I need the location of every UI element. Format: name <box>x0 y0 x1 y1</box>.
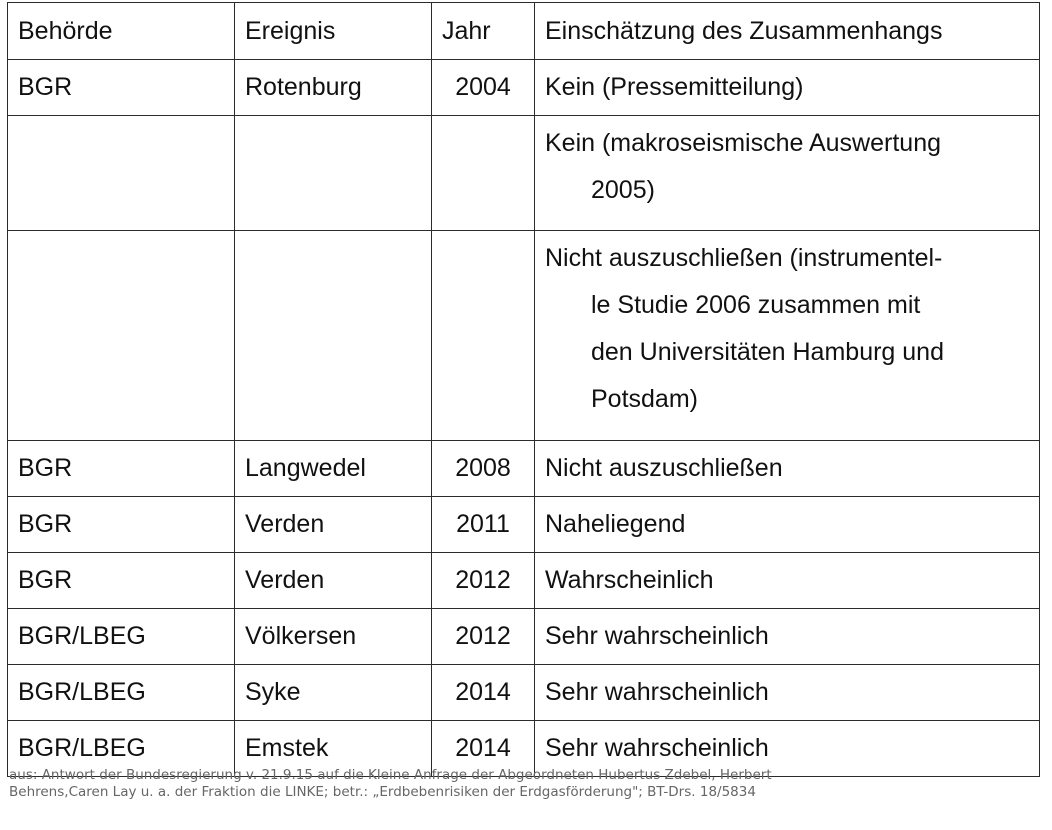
assessment-line: Sehr wahrscheinlich <box>545 678 769 706</box>
table-header-row <box>8 3 1040 60</box>
assessment-line: den Universitäten Hamburg und <box>591 338 944 366</box>
cell-einschaetzung <box>535 116 1040 231</box>
assessment-line: Nicht auszuschließen <box>545 454 783 482</box>
assessment-line: Potsdam) <box>591 385 698 413</box>
cell-behoerde: BGR <box>8 553 235 609</box>
assessment-line: Wahrscheinlich <box>545 566 714 594</box>
assessment-line: Sehr wahrscheinlich <box>545 622 769 650</box>
table-row <box>8 553 1040 609</box>
assessment-line: Kein (Pressemitteilung) <box>545 73 804 101</box>
earthquake-assessment-table <box>7 2 1040 777</box>
cell-jahr: 2014 <box>432 665 535 721</box>
cell-ereignis: Verden <box>235 497 432 553</box>
assessment-line: 2005) <box>591 176 655 204</box>
cell-einschaetzung <box>535 497 1040 553</box>
source-citation <box>9 767 1049 801</box>
cell-jahr: 2012 <box>432 553 535 609</box>
header-behoerde: Behörde <box>8 3 235 60</box>
header-einschaetzung: Einschätzung des Zusammenhangs <box>535 3 1040 60</box>
cell-ereignis: Völkersen <box>235 609 432 665</box>
table-row <box>8 497 1040 553</box>
cell-jahr: 2012 <box>432 609 535 665</box>
cell-einschaetzung <box>535 609 1040 665</box>
cell-behoerde <box>8 231 235 441</box>
cell-ereignis <box>235 231 432 441</box>
cell-behoerde: BGR/LBEG <box>8 721 235 777</box>
assessment-line: Kein (makroseismische Auswertung <box>545 129 941 157</box>
cell-ereignis: Emstek <box>235 721 432 777</box>
table-row <box>8 231 1040 441</box>
cell-jahr: 2004 <box>432 60 535 116</box>
header-ereignis: Ereignis <box>235 3 432 60</box>
source-line: Behrens,Caren Lay u. a. der Fraktion die LINKE; betr.: „Erdbebenrisiken der Erdgasförderung"; BT-Drs. 18/5834 <box>9 784 756 800</box>
header-jahr: Jahr <box>432 3 535 60</box>
cell-ereignis: Langwedel <box>235 441 432 497</box>
source-line: aus: Antwort der Bundesregierung v. 21.9.15 auf die Kleine Anfrage der Abgeordneten Hubertus Zdebel, Herbert <box>9 767 772 783</box>
table-row <box>8 60 1040 116</box>
cell-jahr <box>432 116 535 231</box>
cell-jahr: 2008 <box>432 441 535 497</box>
cell-einschaetzung <box>535 231 1040 441</box>
assessment-line: le Studie 2006 zusammen mit <box>591 291 921 319</box>
table-row <box>8 441 1040 497</box>
cell-behoerde: BGR <box>8 497 235 553</box>
cell-einschaetzung <box>535 441 1040 497</box>
table-row <box>8 609 1040 665</box>
cell-einschaetzung <box>535 553 1040 609</box>
assessment-line: Nicht auszuschließen (instrumentel- <box>545 244 943 272</box>
table-row <box>8 665 1040 721</box>
cell-behoerde: BGR/LBEG <box>8 665 235 721</box>
cell-ereignis: Rotenburg <box>235 60 432 116</box>
cell-ereignis: Syke <box>235 665 432 721</box>
cell-jahr: 2011 <box>432 497 535 553</box>
assessment-line: Naheliegend <box>545 510 686 538</box>
cell-behoerde: BGR <box>8 60 235 116</box>
table-row <box>8 116 1040 231</box>
cell-ereignis <box>235 116 432 231</box>
cell-jahr <box>432 231 535 441</box>
cell-jahr: 2014 <box>432 721 535 777</box>
cell-ereignis: Verden <box>235 553 432 609</box>
assessment-line: Sehr wahrscheinlich <box>545 734 769 762</box>
cell-behoerde: BGR <box>8 441 235 497</box>
cell-einschaetzung <box>535 60 1040 116</box>
cell-behoerde: BGR/LBEG <box>8 609 235 665</box>
cell-behoerde <box>8 116 235 231</box>
cell-einschaetzung <box>535 665 1040 721</box>
